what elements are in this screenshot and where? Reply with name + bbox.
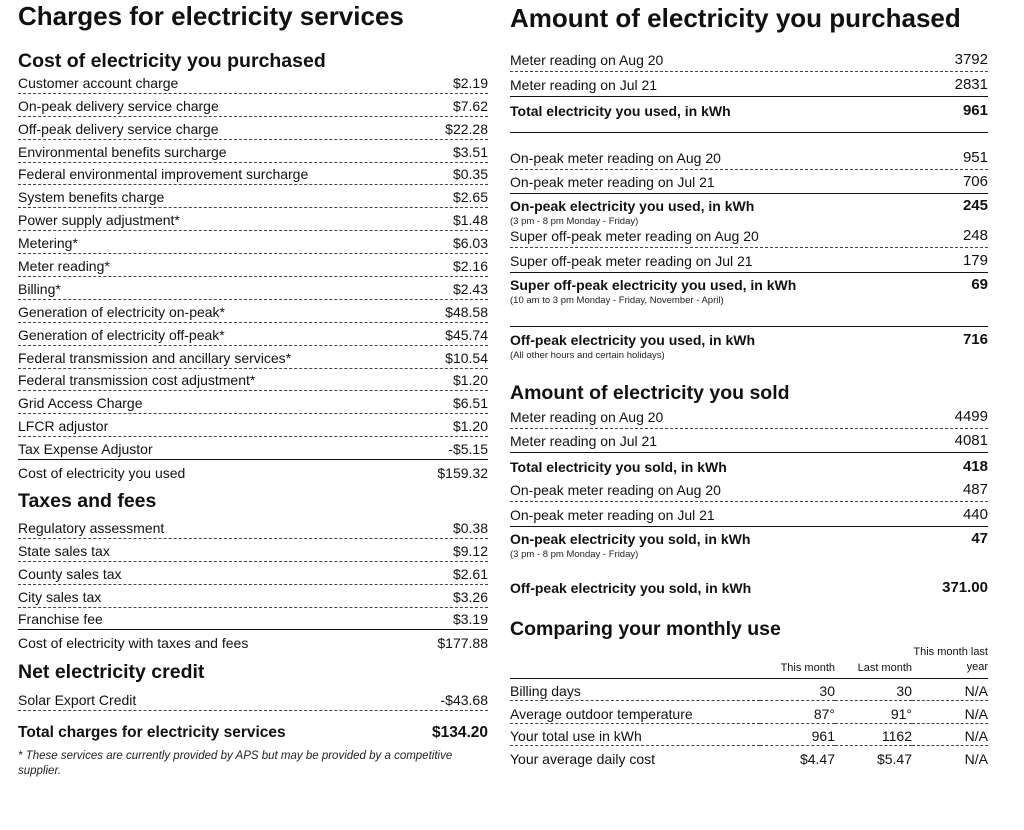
superoff-used-row: Super off-peak electricity you used, in kWh 69 <box>510 275 988 293</box>
compare-row: Your total use in kWh 961 1162 N/A <box>510 723 988 746</box>
onpeak-used-row: On-peak electricity you used, in kWh 245 <box>510 197 988 215</box>
tax-row: Regulatory assessment $0.38 <box>18 516 488 539</box>
meter-row: On-peak meter reading on Aug 20 487 <box>510 478 988 502</box>
meter-row: Meter reading on Jul 21 4081 <box>510 429 988 453</box>
col-this-month: This month <box>780 661 835 674</box>
onpeak-hours-note: (3 pm - 8 pm Monday - Friday) <box>510 216 639 228</box>
charge-row: Generation of electricity off-peak* $45.74 <box>18 323 488 346</box>
compare-row: Average outdoor temperature 87° 91° N/A <box>510 701 988 724</box>
usage-title: Amount of electricity you purchased <box>510 3 961 33</box>
purchased-usage-list <box>510 48 988 362</box>
charge-row: Grid Access Charge $6.51 <box>18 391 488 414</box>
sold-list <box>510 405 988 597</box>
col-last-year: This month last year <box>913 645 988 673</box>
offpeak-used-block <box>510 326 988 362</box>
charge-row: Power supply adjustment* $1.48 <box>18 208 488 231</box>
meter-row: On-peak meter reading on Jul 21 440 <box>510 502 988 526</box>
meter-row: Super off-peak meter reading on Jul 21 179 <box>510 248 988 272</box>
compare-row: Your average daily cost $4.47 $5.47 N/A <box>510 750 988 767</box>
compare-table <box>510 645 988 768</box>
charge-row: Federal transmission and ancillary services* $10.54 <box>18 346 488 369</box>
sold-heading: Amount of electricity you sold <box>510 381 790 404</box>
taxes-heading: Taxes and fees <box>18 490 157 513</box>
tax-row: City sales tax $3.26 <box>18 585 488 608</box>
credit-heading: Net electricity credit <box>18 661 205 684</box>
total-charges-row: Total charges for electricity services $134.20 <box>18 724 488 742</box>
charge-row: Federal transmission cost adjustment* $1.20 <box>18 369 488 392</box>
charge-row: LFCR adjustor $1.20 <box>18 414 488 437</box>
charge-row: Tax Expense Adjustor -$5.15 <box>18 437 488 460</box>
offpeak-sold-row: Off-peak electricity you sold, in kWh 371.00 <box>510 578 988 596</box>
compare-row: Billing days 30 30 N/A <box>510 678 988 701</box>
purchased-subtotal-row: Cost of electricity you used $159.32 <box>18 465 488 482</box>
charge-row: On-peak delivery service charge $7.62 <box>18 94 488 117</box>
purchased-cost-heading: Cost of electricity you purchased <box>18 50 326 72</box>
purchased-cost-list <box>18 71 488 483</box>
meter-row: Meter reading on Jul 21 2831 <box>510 72 988 96</box>
tax-row: Franchise fee $3.19 <box>18 608 488 631</box>
charge-row: Off-peak delivery service charge $22.28 <box>18 117 488 140</box>
charge-row: Environmental benefits surcharge $3.51 <box>18 140 488 163</box>
tax-row: State sales tax $9.12 <box>18 539 488 562</box>
superoff-hours-note: (10 am to 3 pm Monday - Friday, November - April) <box>510 294 724 306</box>
charges-section <box>18 0 488 779</box>
meter-row: On-peak meter reading on Aug 20 951 <box>510 132 988 170</box>
meter-row: On-peak meter reading on Jul 21 706 <box>510 170 988 194</box>
credit-row: Solar Export Credit -$43.68 <box>18 688 488 711</box>
charge-row: Metering* $6.03 <box>18 231 488 254</box>
taxes-subtotal-row: Cost of electricity with taxes and fees $177.88 <box>18 635 488 652</box>
total-sold-row: Total electricity you sold, in kWh 418 <box>510 457 988 475</box>
footnote: * These services are currently provided by APS but may be provided by a competitive supplier. <box>18 750 453 778</box>
charge-row: Billing* $2.43 <box>18 277 488 300</box>
total-used-row: Total electricity you used, in kWh 961 <box>510 101 988 119</box>
offpeak-used-row: Off-peak electricity you used, in kWh 716 <box>510 330 988 348</box>
charge-row: Federal environmental improvement surcharge $0.35 <box>18 163 488 186</box>
charge-row: Generation of electricity on-peak* $48.58 <box>18 300 488 323</box>
usage-section <box>510 0 988 768</box>
onpeak-sold-note: (3 pm - 8 pm Monday - Friday) <box>510 548 639 560</box>
offpeak-hours-note: (All other hours and certain holidays) <box>510 349 665 361</box>
charge-row: Meter reading* $2.16 <box>18 254 488 277</box>
onpeak-sold-row: On-peak electricity you sold, in kWh 47 <box>510 529 988 547</box>
taxes-list <box>18 516 488 653</box>
compare-heading: Comparing your monthly use <box>510 617 781 640</box>
tax-row: County sales tax $2.61 <box>18 562 488 585</box>
charges-title: Charges for electricity services <box>18 1 404 31</box>
charge-row: Customer account charge $2.19 <box>18 71 488 94</box>
meter-row: Super off-peak meter reading on Aug 20 248 <box>510 228 988 248</box>
charge-row: System benefits charge $2.65 <box>18 185 488 208</box>
meter-row: Meter reading on Aug 20 3792 <box>510 48 988 72</box>
col-last-month: Last month <box>857 661 912 674</box>
meter-row: Meter reading on Aug 20 4499 <box>510 405 988 429</box>
